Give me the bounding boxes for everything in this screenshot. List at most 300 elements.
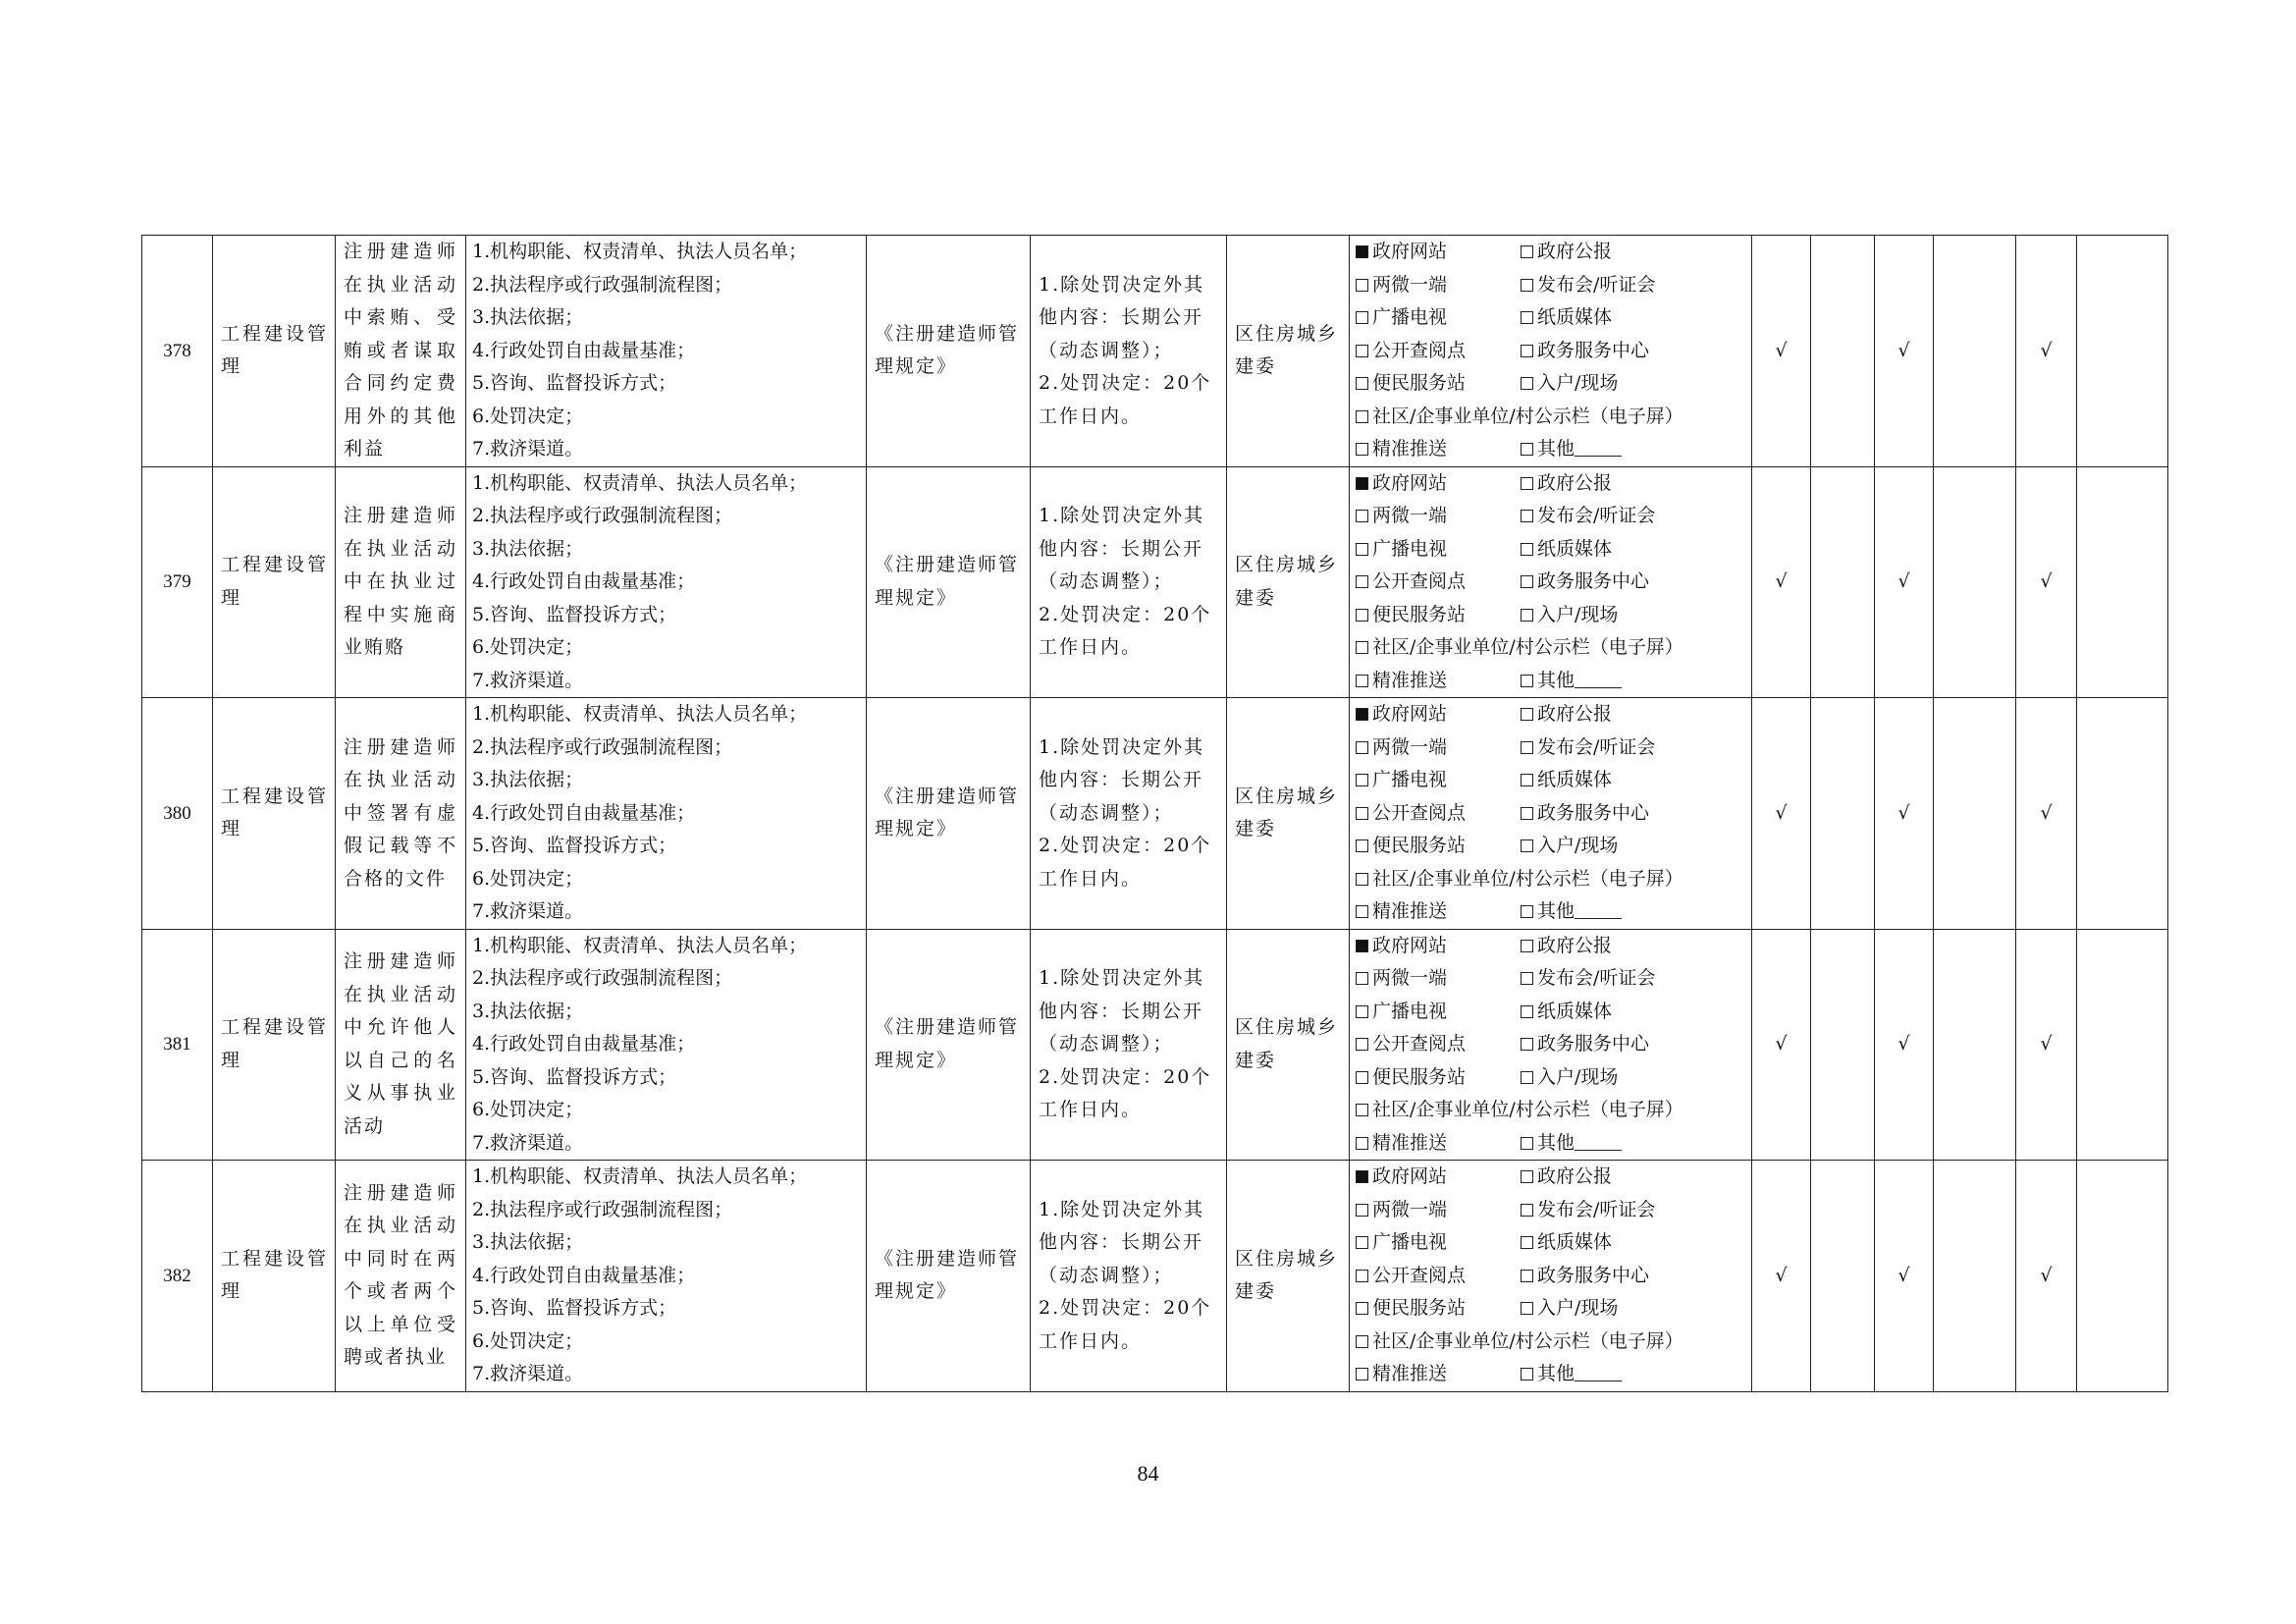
subject-cell [1227, 698, 1350, 930]
channel-label: 公开查阅点 [1372, 1033, 1467, 1055]
channel-col-a [1356, 731, 1521, 765]
checkmark-cell [1934, 698, 2016, 930]
channel-col-a [1356, 1260, 1521, 1293]
time-cell [1031, 236, 1227, 467]
channel-label: 发布会/听证会 [1537, 1198, 1656, 1220]
checkmark-cell [2077, 929, 2168, 1161]
subject-cell [1227, 929, 1350, 1161]
channel-col-a [1356, 367, 1521, 401]
channel-col-b [1521, 467, 1612, 501]
channel-col-a [1356, 1226, 1521, 1260]
disclosure-table [141, 235, 2168, 1392]
checkbox-icon [1356, 1302, 1368, 1315]
checkbox-icon [1356, 477, 1368, 490]
channel-col-a [1356, 335, 1521, 368]
content-cell [466, 929, 867, 1161]
item-cell [336, 466, 466, 698]
checkbox-icon [1356, 443, 1368, 456]
checkbox-icon [1521, 477, 1533, 490]
category-text: 工程建设管理 [221, 1016, 330, 1071]
table-row [142, 236, 2168, 467]
time-line: 2.处罚决定：20个工作日内。 [1039, 835, 1212, 890]
channel-option [1356, 967, 1447, 989]
checkbox-icon [1356, 774, 1368, 786]
channel-option [1356, 835, 1466, 856]
channel-col-a [1356, 500, 1521, 533]
basis-cell [867, 236, 1031, 467]
checkbox-icon [1356, 905, 1368, 918]
channel-option [1356, 868, 1683, 890]
channel-col-a [1356, 1161, 1521, 1194]
channel-label: 政府公报 [1537, 471, 1613, 494]
content-line: 3.执法依据； [472, 306, 584, 328]
checkmark-cell [1934, 1161, 2016, 1392]
item-text: 注册建造师在执业活动中索贿、受贿或者谋取合同约定费用外的其他利益 [344, 241, 457, 460]
channel-label: 便民服务站 [1372, 1297, 1467, 1319]
content-line: 6.处罚决定； [472, 636, 584, 658]
channel-row [1356, 1260, 1747, 1293]
content-line: 4.行政处罚自由裁量基准； [472, 339, 696, 361]
channel-cell [1350, 698, 1752, 930]
channel-col-b [1521, 533, 1612, 567]
channel-row [1356, 962, 1747, 996]
channel-label: 公开查阅点 [1372, 339, 1467, 361]
content-cell [466, 1161, 867, 1392]
channel-col-b [1521, 367, 1618, 401]
checkbox-icon [1521, 741, 1533, 754]
channel-label: 社区/企事业单位/村公示栏（电子屏） [1372, 636, 1683, 658]
basis-cell [867, 929, 1031, 1161]
content-line: 4.行政处罚自由裁量基准； [472, 570, 696, 592]
checkbox-icon [1356, 741, 1368, 754]
channel-label: 纸质媒体 [1537, 306, 1613, 328]
channel-option [1356, 1132, 1447, 1154]
channel-label: 精准推送 [1372, 1363, 1448, 1384]
checkmark-cell [2077, 1161, 2168, 1392]
channel-label: 其他 [1537, 438, 1575, 460]
content-line: 4.行政处罚自由裁量基准； [472, 801, 696, 824]
channel-row [1356, 269, 1747, 302]
content-line: 5.咨询、监督投诉方式； [472, 372, 677, 394]
channel-row [1356, 830, 1747, 863]
channel-col-a [1356, 301, 1521, 335]
channel-option [1356, 935, 1447, 956]
channel-row [1356, 335, 1747, 368]
content-line: 6.处罚决定； [472, 867, 584, 890]
checkbox-icon [1521, 443, 1533, 456]
checkbox-icon [1356, 1137, 1368, 1150]
channel-col-a [1356, 830, 1521, 863]
channel-row [1356, 367, 1747, 401]
channel-label: 便民服务站 [1372, 1065, 1467, 1088]
channel-row [1356, 863, 1747, 896]
channel-label: 政府公报 [1537, 934, 1613, 956]
channel-col-b [1521, 895, 1622, 929]
channel-option [1356, 1265, 1466, 1286]
channel-row [1356, 996, 1747, 1029]
channel-label: 两微一端 [1372, 505, 1448, 526]
channel-option [1521, 438, 1575, 460]
channel-label: 两微一端 [1372, 273, 1448, 296]
checkbox-icon [1521, 279, 1533, 292]
channel-label: 公开查阅点 [1372, 570, 1467, 592]
channel-option [1521, 670, 1575, 691]
subject-text: 区住房城乡建委 [1235, 554, 1339, 609]
content-cell [466, 236, 867, 467]
checkbox-icon [1356, 575, 1368, 588]
channel-option [1521, 570, 1649, 592]
channel-label: 入户/现场 [1537, 1297, 1619, 1319]
channel-row [1356, 631, 1747, 665]
subject-text: 区住房城乡建委 [1235, 785, 1339, 840]
channel-option [1521, 769, 1612, 790]
checkmark-cell: √ [1752, 929, 1811, 1161]
channel-label: 其他 [1537, 1363, 1575, 1384]
channel-row [1356, 1028, 1747, 1061]
content-line: 7.救济渠道。 [472, 669, 584, 691]
channel-col-a [1356, 533, 1521, 567]
checkbox-icon [1356, 940, 1368, 952]
blank-underline [1575, 1380, 1622, 1381]
channel-option [1356, 1066, 1466, 1088]
checkbox-icon [1356, 279, 1368, 292]
channel-label: 广播电视 [1372, 1000, 1448, 1022]
checkbox-icon [1356, 972, 1368, 985]
checkbox-icon [1521, 1071, 1533, 1084]
channel-col-b [1521, 269, 1655, 302]
table-row [142, 929, 2168, 1161]
channel-col-a [1356, 863, 1683, 896]
checkbox-icon [1356, 1236, 1368, 1249]
channel-col-a [1356, 1292, 1521, 1326]
channel-label: 两微一端 [1372, 735, 1448, 758]
checkbox-icon [1521, 575, 1533, 588]
checkmark-cell: √ [1752, 236, 1811, 467]
channel-option [1521, 802, 1649, 824]
checkbox-icon [1521, 1204, 1533, 1217]
checkbox-icon [1521, 1170, 1533, 1183]
checkbox-icon [1356, 1368, 1368, 1380]
checkbox-icon [1356, 708, 1368, 721]
channel-col-a [1356, 1028, 1521, 1061]
checkbox-icon [1521, 905, 1533, 918]
content-line: 7.救济渠道。 [472, 1363, 584, 1384]
channel-option [1356, 438, 1447, 460]
table-row [142, 698, 2168, 930]
channel-col-b [1521, 500, 1655, 533]
checkbox-icon [1521, 345, 1533, 357]
time-line: 1.除处罚决定外其他内容：长期公开（动态调整）； [1039, 505, 1205, 592]
channel-option [1521, 505, 1655, 526]
channel-row [1356, 500, 1747, 533]
row-number: 381 [142, 929, 213, 1161]
checkbox-icon [1521, 510, 1533, 522]
channel-row [1356, 895, 1747, 929]
channel-row [1356, 401, 1747, 434]
basis-text: 《注册建造师管理规定》 [875, 554, 1020, 609]
time-cell [1031, 466, 1227, 698]
checkmark-cell [1934, 466, 2016, 698]
channel-label: 便民服务站 [1372, 835, 1467, 856]
channel-label: 政务服务中心 [1537, 801, 1650, 824]
category-text: 工程建设管理 [221, 1247, 330, 1303]
channel-cell [1350, 466, 1752, 698]
channel-row [1356, 764, 1747, 797]
checkmark-cell [2077, 466, 2168, 698]
channel-col-b [1521, 566, 1649, 599]
basis-cell [867, 1161, 1031, 1392]
channel-label: 两微一端 [1372, 1198, 1448, 1220]
channel-option [1521, 1231, 1612, 1253]
channel-label: 精准推送 [1372, 900, 1448, 922]
channel-option [1521, 1297, 1618, 1319]
channel-col-a [1356, 1094, 1683, 1127]
checkbox-icon [1356, 245, 1368, 258]
checkmark-cell [1811, 236, 1875, 467]
row-number: 378 [142, 236, 213, 467]
channel-option [1356, 604, 1466, 625]
channel-label: 政府网站 [1372, 241, 1448, 262]
channel-option [1521, 274, 1655, 296]
channel-col-b [1521, 930, 1612, 963]
channel-option [1521, 1363, 1575, 1384]
channel-option [1521, 703, 1612, 725]
channel-option [1356, 1099, 1683, 1120]
channel-option [1521, 1066, 1618, 1088]
channel-option [1356, 802, 1466, 824]
content-cell [466, 698, 867, 930]
channel-label: 政务服务中心 [1537, 339, 1650, 361]
checkbox-icon [1356, 839, 1368, 852]
channel-row [1356, 1127, 1747, 1161]
channel-col-b [1521, 830, 1618, 863]
channel-col-a [1356, 433, 1521, 466]
category-text: 工程建设管理 [221, 554, 330, 609]
content-line: 4.行政处罚自由裁量基准； [472, 1264, 696, 1286]
checkbox-icon [1356, 1204, 1368, 1217]
time-line: 2.处罚决定：20个工作日内。 [1039, 372, 1212, 427]
basis-text: 《注册建造师管理规定》 [875, 322, 1020, 378]
channel-row [1356, 1226, 1747, 1260]
blank-underline [1575, 1149, 1622, 1151]
checkmark-cell [1811, 466, 1875, 698]
channel-col-a [1356, 566, 1521, 599]
channel-col-b [1521, 1161, 1612, 1194]
time-cell [1031, 698, 1227, 930]
channel-col-b [1521, 1358, 1622, 1391]
channel-label: 公开查阅点 [1372, 1264, 1467, 1286]
channel-row [1356, 1161, 1747, 1194]
checkmark-cell: √ [2016, 236, 2077, 467]
channel-row [1356, 1061, 1747, 1095]
channel-col-b [1521, 599, 1618, 632]
channel-label: 精准推送 [1372, 669, 1448, 691]
table-body [142, 236, 2168, 1392]
channel-col-b [1521, 698, 1612, 731]
channel-option [1521, 935, 1612, 956]
channel-option [1356, 372, 1466, 394]
checkmark-cell [1934, 929, 2016, 1161]
channel-col-a [1356, 1194, 1521, 1227]
checkmark-cell: √ [1875, 929, 1934, 1161]
checkbox-icon [1356, 543, 1368, 556]
channel-col-b [1521, 665, 1622, 698]
channel-col-a [1356, 236, 1521, 269]
checkbox-icon [1521, 609, 1533, 622]
checkbox-icon [1356, 377, 1368, 390]
checkmark-cell [1811, 698, 1875, 930]
channel-label: 精准推送 [1372, 438, 1448, 460]
channel-label: 政府网站 [1372, 934, 1448, 956]
channel-col-b [1521, 236, 1612, 269]
checkmark-cell: √ [1752, 1161, 1811, 1392]
channel-option [1521, 1265, 1649, 1286]
channel-row [1356, 433, 1747, 466]
channel-option [1356, 1033, 1466, 1055]
channel-row [1356, 1358, 1747, 1391]
channel-col-a [1356, 467, 1521, 501]
content-line: 7.救济渠道。 [472, 900, 584, 922]
channel-option [1521, 241, 1612, 262]
time-cell [1031, 929, 1227, 1161]
content-line: 6.处罚决定； [472, 1329, 584, 1352]
channel-row [1356, 1194, 1747, 1227]
channel-row [1356, 930, 1747, 963]
channel-row [1356, 599, 1747, 632]
content-line: 4.行政处罚自由裁量基准； [472, 1033, 696, 1055]
channel-row [1356, 467, 1747, 501]
content-line: 6.处罚决定； [472, 1099, 584, 1120]
content-line: 1.机构职能、权责清单、执法人员名单； [472, 934, 808, 956]
checkmark-cell [2077, 698, 2168, 930]
channel-option [1356, 1231, 1447, 1253]
channel-label: 便民服务站 [1372, 603, 1467, 625]
channel-col-a [1356, 665, 1521, 698]
checkmark-cell: √ [1752, 698, 1811, 930]
content-line: 2.执法程序或行政强制流程图； [472, 505, 733, 526]
checkbox-icon [1521, 839, 1533, 852]
checkbox-icon [1356, 1038, 1368, 1051]
page-number: 84 [1137, 1461, 1159, 1486]
channel-col-a [1356, 1127, 1521, 1161]
channel-row [1356, 665, 1747, 698]
channel-col-a [1356, 1358, 1521, 1391]
blank-underline [1575, 686, 1622, 688]
channel-option [1521, 538, 1612, 560]
channel-label: 入户/现场 [1537, 835, 1619, 856]
basis-cell [867, 698, 1031, 930]
checkbox-icon [1356, 807, 1368, 820]
checkbox-icon [1356, 311, 1368, 324]
checkmark-cell [1811, 1161, 1875, 1392]
checkbox-icon [1356, 410, 1368, 423]
content-line: 6.处罚决定； [472, 405, 584, 427]
checkmark-cell: √ [2016, 698, 2077, 930]
basis-cell [867, 466, 1031, 698]
channel-row [1356, 533, 1747, 567]
channel-option [1521, 835, 1618, 856]
channel-label: 入户/现场 [1537, 603, 1619, 625]
subject-cell [1227, 236, 1350, 467]
checkbox-icon [1521, 1368, 1533, 1380]
channel-col-b [1521, 1260, 1649, 1293]
channel-label: 政府公报 [1537, 241, 1613, 262]
channel-row [1356, 1326, 1747, 1359]
checkbox-icon [1521, 774, 1533, 786]
channel-col-a [1356, 1326, 1683, 1359]
channel-label: 其他 [1537, 900, 1575, 922]
channel-option [1356, 769, 1447, 790]
checkbox-icon [1521, 972, 1533, 985]
checkbox-icon [1356, 641, 1368, 654]
channel-col-b [1521, 797, 1649, 831]
channel-label: 纸质媒体 [1537, 1000, 1613, 1022]
channel-col-b [1521, 1127, 1622, 1161]
channel-label: 政务服务中心 [1537, 1264, 1650, 1286]
blank-underline [1575, 455, 1622, 457]
channel-label: 广播电视 [1372, 537, 1448, 560]
time-line: 1.除处罚决定外其他内容：长期公开（动态调整）； [1039, 967, 1205, 1055]
channel-label: 政府公报 [1537, 703, 1613, 725]
channel-label: 纸质媒体 [1537, 769, 1613, 790]
channel-label: 政务服务中心 [1537, 1033, 1650, 1055]
content-line: 3.执法依据； [472, 537, 584, 560]
channel-row [1356, 301, 1747, 335]
channel-col-b [1521, 1292, 1618, 1326]
channel-cell [1350, 929, 1752, 1161]
checkbox-icon [1356, 609, 1368, 622]
category-cell [213, 1161, 336, 1392]
checkbox-icon [1356, 873, 1368, 886]
content-line: 3.执法依据； [472, 1231, 584, 1253]
channel-option [1356, 1330, 1683, 1352]
checkbox-icon [1521, 543, 1533, 556]
checkbox-icon [1521, 807, 1533, 820]
checkbox-icon [1356, 675, 1368, 687]
channel-option [1356, 472, 1447, 494]
subject-cell [1227, 466, 1350, 698]
channel-option [1356, 570, 1466, 592]
checkbox-icon [1356, 1071, 1368, 1084]
channel-col-a [1356, 698, 1521, 731]
channel-option [1521, 340, 1649, 361]
channel-option [1521, 1001, 1612, 1022]
channel-row [1356, 731, 1747, 765]
channel-col-a [1356, 269, 1521, 302]
channel-option [1521, 306, 1612, 328]
checkbox-icon [1356, 510, 1368, 522]
checkbox-icon [1521, 1302, 1533, 1315]
channel-label: 发布会/听证会 [1537, 273, 1656, 296]
content-line: 1.机构职能、权责清单、执法人员名单； [472, 1165, 808, 1187]
channel-label: 其他 [1537, 669, 1575, 691]
channel-label: 政府网站 [1372, 471, 1448, 494]
category-text: 工程建设管理 [221, 785, 330, 840]
channel-option [1356, 1165, 1447, 1187]
channel-option [1356, 274, 1447, 296]
item-text: 注册建造师在执业活动中签署有虚假记载等不合格的文件 [344, 735, 457, 890]
checkbox-icon [1356, 1335, 1368, 1348]
time-line: 2.处罚决定：20个工作日内。 [1039, 603, 1212, 658]
channel-row [1356, 698, 1747, 731]
channel-col-a [1356, 962, 1521, 996]
channel-option [1521, 1165, 1612, 1187]
channel-col-b [1521, 1061, 1618, 1095]
time-line: 2.处罚决定：20个工作日内。 [1039, 1297, 1212, 1352]
channel-label: 社区/企事业单位/村公示栏（电子屏） [1372, 1099, 1683, 1120]
checkbox-icon [1521, 311, 1533, 324]
channel-row [1356, 236, 1747, 269]
